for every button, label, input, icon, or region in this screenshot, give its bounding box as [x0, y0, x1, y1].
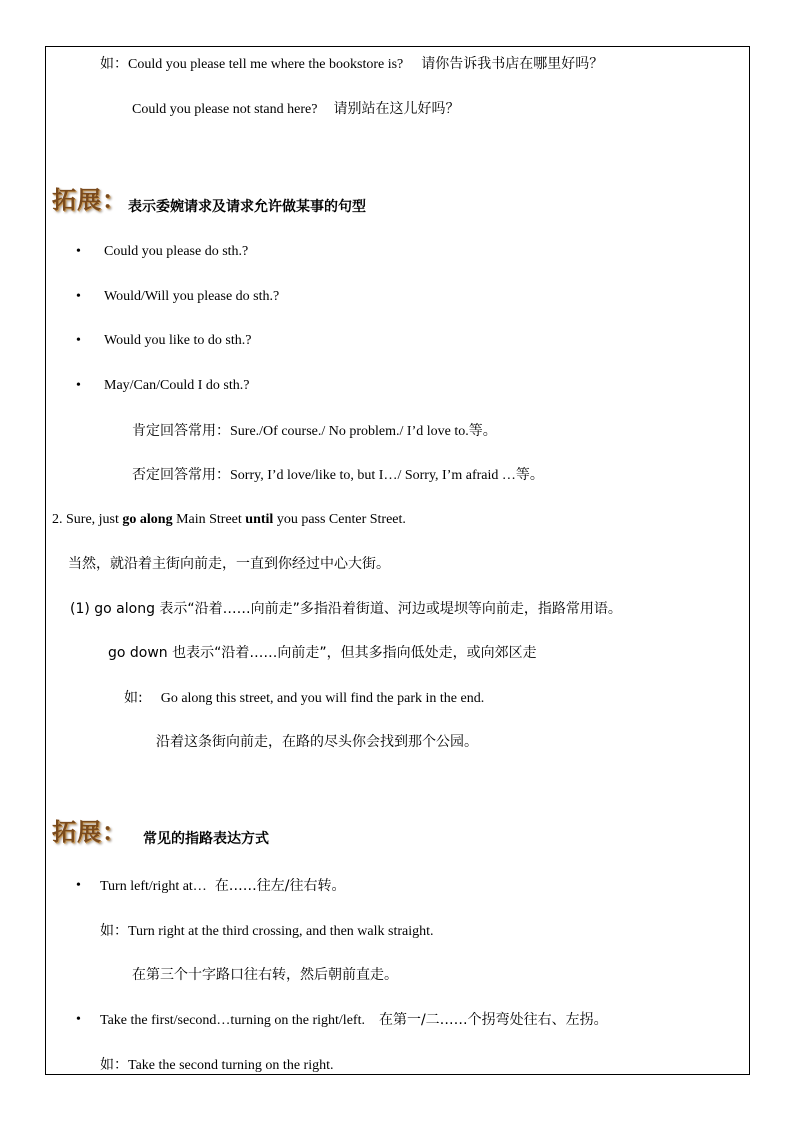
keyword-go-along: go along — [122, 512, 173, 527]
sentence-2 — [52, 511, 406, 529]
extension-title-1: 表示委婉请求及请求允许做某事的句型 — [128, 199, 366, 215]
extension-badge-1: 拓展： — [52, 185, 127, 214]
sentence-2-translation: 当然，就沿着主街向前走，一直到你经过中心大街。 — [68, 556, 390, 572]
positive-end: 等。 — [468, 423, 497, 439]
direction-chinese: 在第一/二……个拐弯处往右、左拐。 — [378, 1012, 608, 1028]
bullet-icon: • — [76, 289, 81, 304]
example-english: Could you please tell me where the bookstore is? — [128, 57, 404, 72]
negative-label: 否定回答常用： — [132, 467, 230, 483]
sentence-part: you pass Center Street. — [273, 512, 406, 527]
bullet-icon: • — [76, 244, 81, 259]
direction-item-2 — [100, 1011, 608, 1030]
pattern-item-3: Would you like to do sth.? — [104, 333, 252, 348]
direction-example-2 — [100, 1056, 333, 1075]
point-go-down: go down 也表示“沿着……向前走”，但其多指向低处走，或向郊区走 — [108, 645, 537, 661]
point-1: (1) go along 表示“沿着……向前走”多指沿着街道、河边或堤坝等向前走，指路常用语。 — [70, 601, 622, 617]
direction-item-1 — [100, 877, 346, 896]
example-prefix: 如： — [100, 923, 128, 939]
positive-text: Sure./Of course./ No problem./ I’d love to. — [230, 424, 469, 439]
extension-title-2: 常见的指路表达方式 — [143, 831, 269, 847]
direction-example-1 — [100, 922, 434, 941]
bullet-icon: • — [76, 878, 81, 893]
keyword-until: until — [245, 512, 274, 527]
negative-answers — [132, 466, 544, 485]
example-english: Go along this street, and you will find the park in the end. — [160, 691, 485, 706]
extension-badge-2: 拓展： — [52, 817, 127, 846]
direction-english: Take the first/second…turning on the right/left. — [100, 1013, 365, 1028]
bullet-icon: • — [76, 378, 81, 393]
example-english: Turn right at the third crossing, and then walk straight. — [128, 924, 434, 939]
example-line-1 — [100, 55, 603, 74]
example-go-along-translation: 沿着这条街向前走，在路的尽头你会找到那个公园。 — [156, 734, 478, 750]
example-go-along — [124, 689, 484, 708]
example-line-2 — [132, 100, 459, 119]
example-prefix: 如: — [124, 690, 143, 706]
direction-chinese: 在……往左/往右转。 — [214, 878, 346, 894]
negative-end: 等。 — [515, 467, 544, 483]
example-prefix: 如： — [100, 56, 128, 72]
example-english: Take the second turning on the right. — [128, 1058, 334, 1073]
direction-example-1-translation: 在第三个十字路口往右转，然后朝前直走。 — [132, 967, 398, 983]
example-prefix: 如： — [100, 1057, 128, 1073]
pattern-item-2: Would/Will you please do sth.? — [104, 289, 280, 304]
example-english: Could you please not stand here? — [132, 102, 318, 117]
sentence-part: Main Street — [172, 512, 246, 527]
sentence-part: 2. Sure, just — [52, 512, 123, 527]
positive-answers — [132, 422, 497, 441]
bullet-icon: • — [76, 333, 81, 348]
negative-text: Sorry, I’d love/like to, but I…/ Sorry, I’m afraid … — [230, 468, 516, 483]
bullet-icon: • — [76, 1012, 81, 1027]
example-chinese: 请你告诉我书店在哪里好吗？ — [421, 56, 604, 72]
positive-label: 肯定回答常用： — [132, 423, 230, 439]
example-chinese: 请别站在这儿好吗？ — [333, 101, 460, 117]
direction-english: Turn left/right at… — [100, 879, 207, 894]
pattern-item-1: Could you please do sth.? — [104, 244, 249, 259]
pattern-item-4: May/Can/Could I do sth.? — [104, 378, 250, 393]
